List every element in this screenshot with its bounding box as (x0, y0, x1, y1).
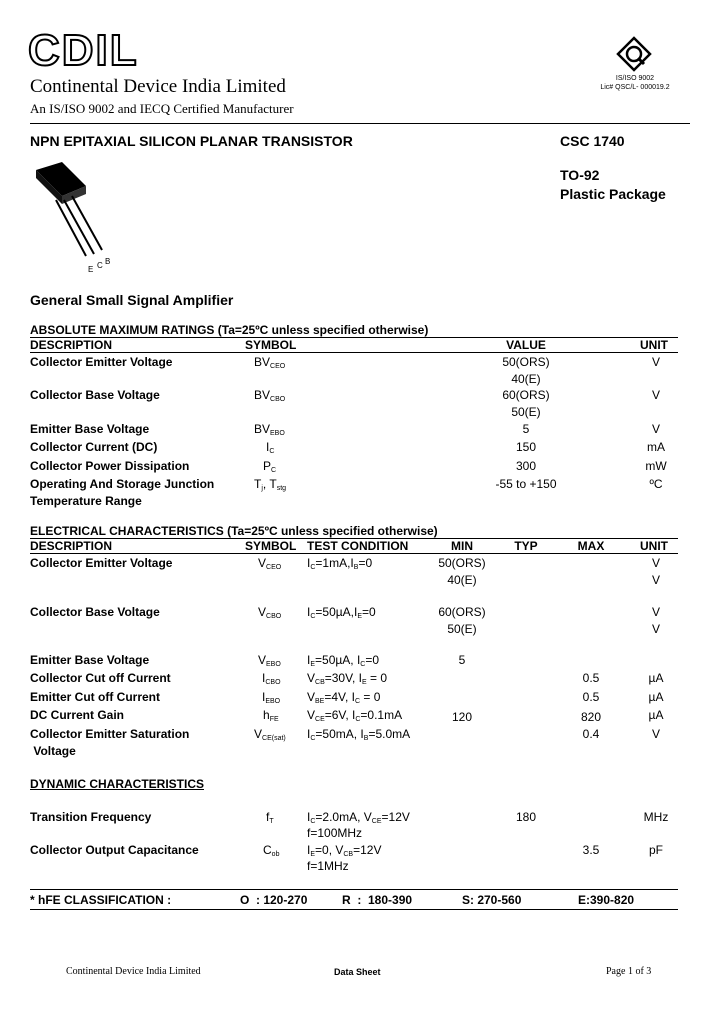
dyn-row-max: 3.5 (582, 843, 600, 857)
abs-row-unit: V (651, 422, 660, 436)
abs-max-rule-top (30, 337, 678, 338)
dyn-row-unit: pF (648, 843, 663, 857)
elec-row-min: 50(ORS) (438, 556, 486, 570)
abs-row-value: 50(ORS) (502, 355, 550, 369)
abs-max-rule-header (30, 352, 678, 353)
abs-row-desc: Collector Current (DC) (30, 440, 158, 454)
package-type: Plastic Package (560, 186, 666, 202)
abs-row-desc-cont: Temperature Range (30, 494, 142, 508)
dyn-row-condition-cont: f=1MHz (307, 859, 349, 873)
elec-row-desc: Collector Cut off Current (30, 671, 171, 685)
hfe-class-r: R : 180-390 (342, 893, 413, 907)
abs-row-symbol: $BV_{EBO}$ (254, 422, 285, 437)
elec-col-condition: TEST CONDITION (307, 539, 409, 553)
dyn-row-symbol: $C_{ob}$ (263, 843, 280, 858)
abs-row-value: 5 (522, 422, 530, 436)
company-tagline: An IS/ISO 9002 and IECQ Certified Manufacturer (30, 101, 294, 116)
elec-row-unit: V (651, 556, 660, 570)
elec-row-desc-cont: Voltage (30, 744, 76, 758)
dyn-row-condition-cont: f=100MHz (307, 826, 363, 840)
hfe-label: * hFE CLASSIFICATION : (30, 893, 172, 907)
elec-row-condition: $I_C=1mA,I_B=0$ (307, 556, 373, 571)
abs-row-symbol: $BV_{CBO}$ (254, 388, 286, 403)
elec-row-condition: $V_{CB}=30V$, $I_E = 0$ (307, 671, 388, 686)
elec-col-typ: TYP (514, 539, 538, 553)
abs-row-desc: Emitter Base Voltage (30, 422, 150, 436)
abs-row-value-alt: 40(E) (511, 372, 541, 386)
elec-row-unit: µA (648, 690, 664, 704)
elec-row-symbol: $V_{CEO}$ (258, 556, 282, 571)
elec-col-desc: DESCRIPTION (30, 539, 113, 553)
part-number: CSC 1740 (560, 133, 625, 149)
abs-row-unit: V (651, 355, 660, 369)
abs-row-value: 300 (515, 459, 537, 473)
dyn-row-condition: $I_E=0$, $V_{CB}=12V$ (307, 843, 382, 858)
elec-row-symbol: $V_{CE(sat)}$ (254, 727, 286, 742)
elec-row-max: 0.5 (582, 690, 600, 704)
hfe-class-e: E:390-820 (578, 893, 635, 907)
elec-row-condition: $I_E=50\mu A$, $I_C=0$ (307, 653, 380, 668)
elec-row-min-alt: 50(E) (447, 622, 477, 636)
abs-row-symbol: $BV_{CEO}$ (254, 355, 286, 370)
pin-label-e: E (88, 265, 94, 274)
elec-row-unit: V (651, 605, 660, 619)
certification-mark-icon (616, 36, 652, 72)
abs-row-value: 60(ORS) (502, 388, 550, 402)
elec-row-symbol: $V_{CBO}$ (258, 605, 282, 620)
elec-row-unit: µA (648, 671, 664, 685)
abs-row-unit: ºC (649, 477, 663, 491)
footer-page: Page 1 of 3 (606, 966, 652, 977)
elec-row-unit-alt: V (651, 622, 660, 636)
dyn-row-typ: 180 (515, 810, 537, 824)
elec-row-condition: $I_C=50mA$, $I_B=5.0mA$ (307, 727, 411, 742)
abs-row-value-alt: 50(E) (511, 405, 541, 419)
elec-row-unit: µA (648, 708, 664, 722)
hfe-class-s: S: 270-560 (462, 893, 522, 907)
abs-row-desc: Collector Power Dissipation (30, 459, 190, 473)
elec-row-min-alt: 40(E) (447, 573, 477, 587)
dyn-row-desc: Transition Frequency (30, 810, 152, 824)
elec-col-max: MAX (577, 539, 605, 553)
abs-row-unit: V (651, 388, 660, 402)
abs-row-desc: Collector Base Voltage (30, 388, 160, 402)
elec-row-min: 5 (458, 653, 466, 667)
abs-row-unit: mA (647, 440, 665, 454)
elec-row-desc: DC Current Gain (30, 708, 125, 722)
elec-row-symbol: $I_{EBO}$ (262, 690, 281, 705)
to92-package-icon (28, 156, 118, 268)
dynamic-heading: DYNAMIC CHARACTERISTICS (30, 777, 204, 791)
abs-col-desc: DESCRIPTION (30, 338, 113, 352)
pin-label-b: B (105, 257, 111, 266)
elec-row-condition: $V_{BE}=4V$, $I_C = 0$ (307, 690, 381, 705)
abs-row-value: -55 to +150 (495, 477, 557, 491)
elec-col-min: MIN (451, 539, 473, 553)
abs-row-symbol: $I_C$ (266, 440, 275, 455)
elec-rule-header (30, 553, 678, 554)
footer-company: Continental Device India Limited (66, 966, 201, 977)
abs-row-value: 150 (515, 440, 537, 454)
cert-line-2: Lic# QSC/L- 000019.2 (600, 84, 670, 91)
elec-row-min: 120 (451, 710, 473, 724)
hfe-rule-top (30, 889, 678, 890)
elec-row-desc: Emitter Cut off Current (30, 690, 160, 704)
abs-row-desc: Operating And Storage Junction (30, 477, 215, 491)
abs-max-heading: ABSOLUTE MAXIMUM RATINGS (Ta=25ºC unless specified otherwise) (30, 323, 429, 337)
footer-doc-type: Data Sheet (334, 967, 381, 977)
elec-row-symbol: $V_{EBO}$ (258, 653, 281, 668)
elec-row-condition: $V_{CE}=6V$, $I_C=0.1mA$ (307, 708, 403, 723)
elec-row-unit-alt: V (651, 573, 660, 587)
elec-row-desc: Emitter Base Voltage (30, 653, 150, 667)
elec-row-symbol: $h_{FE}$ (263, 708, 279, 723)
device-type-title: NPN EPITAXIAL SILICON PLANAR TRANSISTOR (30, 133, 353, 149)
elec-row-symbol: $I_{CBO}$ (262, 671, 281, 686)
elec-row-unit: V (651, 727, 660, 741)
hfe-class-o: O : 120-270 (240, 893, 308, 907)
dyn-row-desc: Collector Output Capacitance (30, 843, 199, 857)
cert-line-1: IS/ISO 9002 (615, 75, 655, 82)
elec-row-condition: $I_C=50\mu A,I_E=0$ (307, 605, 376, 620)
elec-row-max: 0.5 (582, 671, 600, 685)
dyn-row-unit: MHz (643, 810, 669, 824)
elec-row-desc: Collector Emitter Saturation (30, 727, 190, 741)
company-logo: CDIL (28, 26, 139, 75)
elec-col-unit: UNIT (640, 539, 668, 553)
hfe-rule-bottom (30, 909, 678, 910)
abs-row-symbol: $T_j$, $T_{stg}$ (254, 477, 287, 492)
dyn-row-symbol: $f_T$ (266, 810, 274, 825)
company-name: Continental Device India Limited (30, 76, 286, 97)
elec-col-symbol: SYMBOL (245, 539, 297, 553)
application-heading: General Small Signal Amplifier (30, 292, 234, 308)
abs-col-symbol: SYMBOL (245, 338, 297, 352)
elec-row-desc: Collector Base Voltage (30, 605, 160, 619)
elec-row-max: 820 (580, 710, 602, 724)
elec-heading: ELECTRICAL CHARACTERISTICS (Ta=25ºC unless specified otherwise) (30, 524, 438, 538)
abs-row-symbol: $P_C$ (263, 459, 277, 474)
dyn-row-condition: $I_C=2.0mA$, $V_{CE}=12V$ (307, 810, 410, 825)
abs-row-unit: mW (645, 459, 667, 473)
elec-row-desc: Collector Emitter Voltage (30, 556, 173, 570)
package-name: TO-92 (560, 167, 600, 183)
abs-col-unit: UNIT (640, 338, 668, 352)
abs-col-value: VALUE (506, 338, 546, 352)
abs-row-desc: Collector Emitter Voltage (30, 355, 173, 369)
elec-row-max: 0.4 (582, 727, 600, 741)
header-divider (30, 123, 690, 124)
elec-row-min: 60(ORS) (438, 605, 486, 619)
pin-label-c: C (97, 261, 103, 270)
